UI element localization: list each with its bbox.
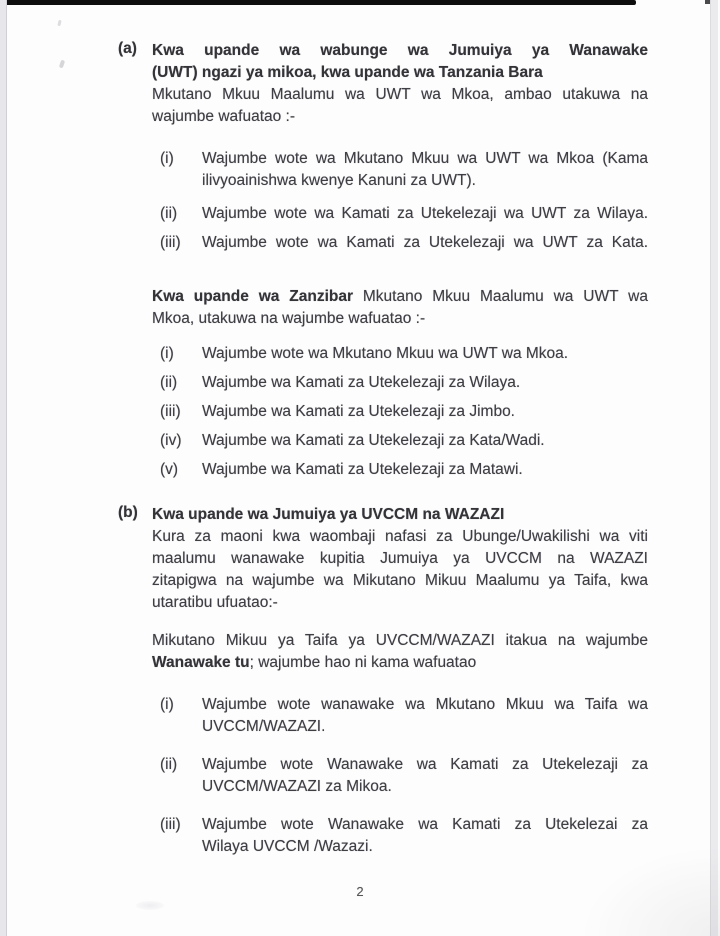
zanzibar-paragraph: Kwa upande wa Zanzibar Mkutano Mkuu Maalumu wa UWT wa Mkoa, utakuwa na wajumbe wafuatao :-	[152, 288, 648, 327]
list-item-number: (v)	[160, 461, 179, 478]
section-b-label: (b)	[118, 504, 138, 521]
list-item-number: (ii)	[160, 374, 178, 391]
section-a-list	[152, 148, 648, 254]
list-item: (iii) Wajumbe wote wa Kamati za Utekelezaji wa UWT za Kata.	[152, 232, 648, 254]
list-item-number: (iii)	[160, 403, 181, 420]
list-item-number: (iii)	[160, 816, 181, 833]
list-item: (i) Wajumbe wote wa Mkutano Mkuu wa UWT wa Mkoa.	[152, 343, 648, 365]
list-item-number: (ii)	[160, 756, 178, 773]
list-item-number: (iv)	[160, 432, 182, 449]
list-item: (i) Wajumbe wote wanawake wa Mkutano Mkuu wa Taifa wa UVCCM/WAZAZI.	[152, 694, 648, 738]
section-b-list	[152, 694, 648, 858]
document-body	[118, 40, 648, 874]
scan-speckle	[59, 60, 65, 69]
list-item: (v) Wajumbe wa Kamati za Utekelezaji za Matawi.	[152, 459, 648, 481]
list-item: (ii) Wajumbe wote Wanawake wa Kamati za Utekelezaji za UVCCM/WAZAZI za Mikoa.	[152, 754, 648, 798]
scan-top-edge	[0, 0, 636, 5]
scan-right-edge	[710, 0, 718, 936]
zanzibar-heading: Kwa upande wa Zanzibar	[152, 288, 354, 305]
list-item: (i) Wajumbe wote wa Mkutano Mkuu wa UWT wa Mkoa (Kama ilivyoainishwa kwenye Kanuni za UWT).	[152, 148, 648, 192]
section-b-paragraph: Mikutano Mikuu ya Taifa ya UVCCM/WAZAZI itakua na wajumbe Wanawake tu; wajumbe hao ni kama wafuatao	[152, 632, 648, 671]
wanawake-tu-bold: Wanawake tu	[152, 654, 250, 671]
list-item: (ii) Wajumbe wa Kamati za Utekelezaji za Wilaya.	[152, 372, 648, 394]
list-item-number: (i)	[160, 696, 174, 713]
section-a-heading: Kwa upande wa wabunge wa Jumuiya ya Wanawake (UWT) ngazi ya mikoa, kwa upande wa Tanzania Bara	[152, 42, 648, 81]
scan-speckle	[57, 20, 61, 27]
scan-left-edge	[0, 0, 7, 936]
section-a	[118, 40, 648, 488]
list-item: (iii) Wajumbe wa Kamati za Utekelezaji za Jimbo.	[152, 401, 648, 423]
section-a-intro: Mkutano Mkuu Maalumu wa UWT wa Mkoa, ambao utakuwa na wajumbe wafuatao :-	[152, 86, 648, 125]
scan-smudge	[136, 901, 164, 910]
section-b	[118, 504, 648, 874]
section-b-heading: Kwa upande wa Jumuiya ya UVCCM na WAZAZI	[152, 506, 505, 523]
zanzibar-list	[152, 343, 648, 481]
list-item: (iii) Wajumbe wote Wanawake wa Kamati za Utekelezai za Wilaya UVCCM /Wazazi.	[152, 814, 648, 858]
list-item-number: (i)	[160, 150, 174, 167]
list-item: (ii) Wajumbe wote wa Kamati za Utekelezaji wa UWT za Wilaya.	[152, 203, 648, 225]
list-item: (iv) Wajumbe wa Kamati za Utekelezaji za Kata/Wadi.	[152, 430, 648, 452]
section-b-intro: Kura za maoni kwa waombaji nafasi za Ubunge/Uwakilishi wa viti maalumu wanawake kupitia Jumuiya ya UVCCM na WAZAZI zitapigwa na wajumbe wa Mikutano Mikuu Maalumu ya Taifa, kwa utaratibu ufuatao:-	[152, 528, 648, 611]
section-a-label: (a)	[118, 40, 137, 57]
page-number: 2	[356, 884, 364, 899]
list-item-number: (i)	[160, 345, 174, 362]
list-item-number: (iii)	[160, 234, 181, 251]
list-item-number: (ii)	[160, 205, 178, 222]
